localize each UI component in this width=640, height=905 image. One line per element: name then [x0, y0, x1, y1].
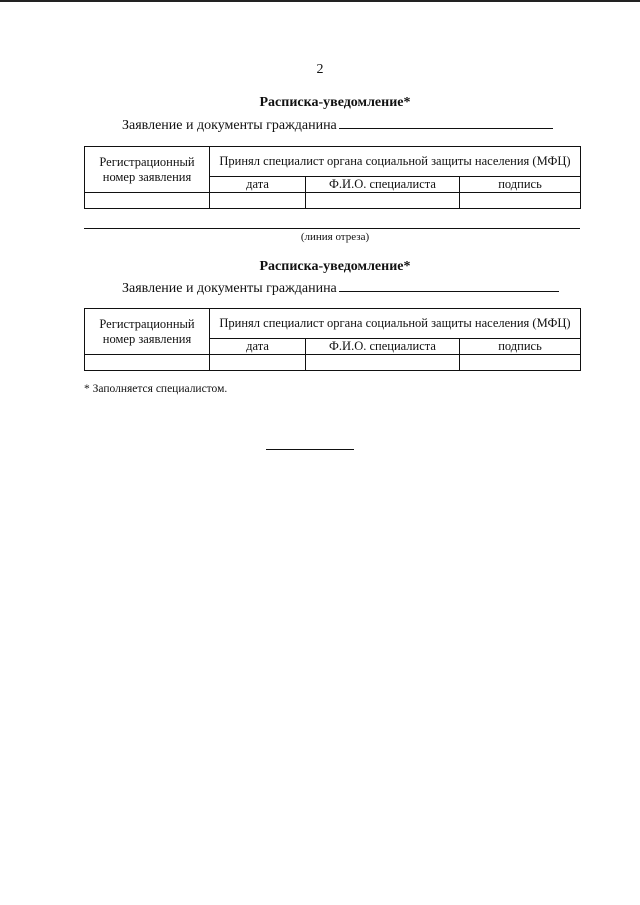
receipt-1-accepted-header: Принял специалист органа социальной защиты населения (МФЦ)	[210, 147, 581, 177]
scan-top-border	[0, 0, 640, 2]
receipt-2-col-specialist: Ф.И.О. специалиста	[306, 339, 460, 355]
receipt-1-col-specialist: Ф.И.О. специалиста	[306, 177, 460, 193]
receipt-1-reg-number-cell[interactable]	[85, 193, 210, 209]
receipt-2-table	[84, 308, 581, 371]
receipt-1-subject-blank[interactable]	[339, 115, 553, 129]
receipt-2-reg-header: Регистрационный номер заявления	[85, 309, 210, 355]
end-rule	[266, 449, 354, 450]
receipt-2-specialist-cell[interactable]	[306, 355, 460, 371]
receipt-2-signature-cell[interactable]	[460, 355, 581, 371]
receipt-2-title: Расписка-уведомление*	[259, 259, 411, 274]
footnote: * Заполняется специалистом.	[84, 383, 228, 395]
receipt-1-col-date: дата	[210, 177, 306, 193]
cut-line	[84, 228, 580, 229]
receipt-2-subject	[122, 278, 559, 297]
receipt-1-table	[84, 146, 581, 209]
receipt-2-subject-label: Заявление и документы гражданина	[122, 281, 337, 296]
receipt-2-accepted-header: Принял специалист органа социальной защиты населения (МФЦ)	[210, 309, 581, 339]
receipt-1-col-signature: подпись	[460, 177, 581, 193]
receipt-1-title: Расписка-уведомление*	[259, 95, 411, 110]
receipt-1-subject-label: Заявление и документы гражданина	[122, 118, 337, 133]
page-number: 2	[316, 62, 324, 77]
receipt-1-reg-header: Регистрационный номер заявления	[85, 147, 210, 193]
receipt-2-col-signature: подпись	[460, 339, 581, 355]
receipt-1-subject	[122, 115, 553, 134]
receipt-1-specialist-cell[interactable]	[306, 193, 460, 209]
receipt-2-date-cell[interactable]	[210, 355, 306, 371]
cut-line-label: (линия отреза)	[300, 231, 370, 243]
receipt-2-reg-number-cell[interactable]	[85, 355, 210, 371]
receipt-2-col-date: дата	[210, 339, 306, 355]
receipt-2-subject-blank[interactable]	[339, 278, 559, 292]
receipt-1-signature-cell[interactable]	[460, 193, 581, 209]
receipt-1-date-cell[interactable]	[210, 193, 306, 209]
